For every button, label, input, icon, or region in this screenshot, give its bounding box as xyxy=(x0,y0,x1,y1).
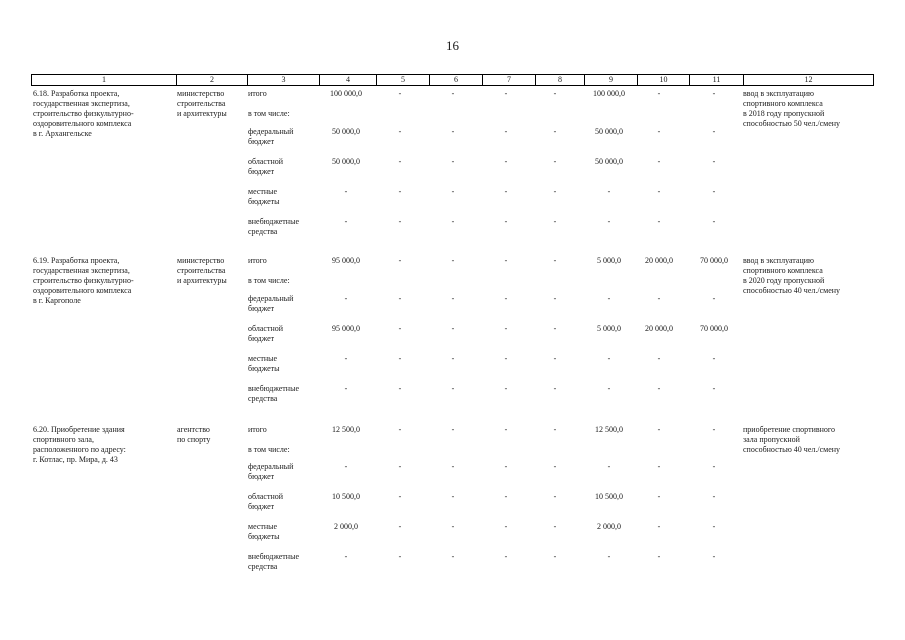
cell-col6: - xyxy=(451,384,455,393)
cell-col4: - xyxy=(344,354,348,363)
source-incl: в том числе: xyxy=(248,276,290,285)
cell-col10: 20 000,0 xyxy=(645,324,673,333)
cell-col8: - xyxy=(553,552,557,561)
source-local: местные бюджеты xyxy=(248,522,280,541)
cell-col4: - xyxy=(344,217,348,226)
cell-col8: - xyxy=(553,157,557,166)
cell-col9: - xyxy=(607,384,611,393)
cell-col4: 95 000,0 xyxy=(332,324,360,333)
cell-col6: - xyxy=(451,354,455,363)
cell-col4: 2 000,0 xyxy=(334,522,358,531)
cell-col5: - xyxy=(398,157,402,166)
cell-col7: - xyxy=(504,354,508,363)
header-cell: 8 xyxy=(535,75,584,85)
header-cell: 10 xyxy=(637,75,689,85)
header-cell: 2 xyxy=(176,75,247,85)
cell-col9: - xyxy=(607,217,611,226)
source-regional: областной бюджет xyxy=(248,157,284,176)
section-title: 6.20. Приобретение здания спортивного зала, расположенного по адресу: г. Котлас, пр. Мира, д. 43 xyxy=(33,425,126,464)
source-federal: федеральный бюджет xyxy=(248,294,294,313)
cell-col7: - xyxy=(504,217,508,226)
section-title: 6.18. Разработка проекта, государственная экспертиза, строительство физкультурно- оздоровительного комплекса в г. Архангельске xyxy=(33,89,134,138)
cell-col10: - xyxy=(657,157,661,166)
page-number: 16 xyxy=(446,38,459,53)
cell-col7: - xyxy=(504,384,508,393)
cell-col4: 100 000,0 xyxy=(330,89,362,98)
cell-col8: - xyxy=(553,294,557,303)
cell-col10: - xyxy=(657,425,661,434)
cell-col6: - xyxy=(451,127,455,136)
source-local: местные бюджеты xyxy=(248,187,280,206)
cell-col9: 5 000,0 xyxy=(597,324,621,333)
cell-col8: - xyxy=(553,522,557,531)
cell-col11: - xyxy=(712,294,716,303)
cell-col5: - xyxy=(398,127,402,136)
cell-col9: - xyxy=(607,294,611,303)
cell-col7: - xyxy=(504,256,508,265)
cell-col10: - xyxy=(657,552,661,561)
cell-col10: - xyxy=(657,492,661,501)
cell-col10: - xyxy=(657,462,661,471)
cell-col8: - xyxy=(553,89,557,98)
section-result: приобретение спортивного зала пропускной способностью 40 чел./смену xyxy=(743,425,841,454)
source-extra: внебюджетные средства xyxy=(248,217,299,236)
cell-col5: - xyxy=(398,89,402,98)
section-executor: агентство по спорту xyxy=(177,425,211,444)
cell-col6: - xyxy=(451,157,455,166)
cell-col7: - xyxy=(504,294,508,303)
cell-col10: - xyxy=(657,217,661,226)
cell-col5: - xyxy=(398,217,402,226)
cell-col5: - xyxy=(398,354,402,363)
cell-col4: - xyxy=(344,384,348,393)
cell-col10: - xyxy=(657,384,661,393)
cell-col6: - xyxy=(451,552,455,561)
cell-col6: - xyxy=(451,294,455,303)
cell-col5: - xyxy=(398,294,402,303)
cell-col5: - xyxy=(398,462,402,471)
cell-col8: - xyxy=(553,256,557,265)
cell-col7: - xyxy=(504,127,508,136)
header-cell: 9 xyxy=(584,75,637,85)
cell-col9: 50 000,0 xyxy=(595,157,623,166)
source-extra: внебюджетные средства xyxy=(248,552,299,571)
cell-col9: 10 500,0 xyxy=(595,492,623,501)
cell-col5: - xyxy=(398,522,402,531)
cell-col10: - xyxy=(657,127,661,136)
cell-col9: - xyxy=(607,462,611,471)
cell-col11: - xyxy=(712,127,716,136)
cell-col6: - xyxy=(451,256,455,265)
cell-col6: - xyxy=(451,462,455,471)
cell-col7: - xyxy=(504,157,508,166)
cell-col6: - xyxy=(451,324,455,333)
cell-col9: 100 000,0 xyxy=(593,89,625,98)
source-federal: федеральный бюджет xyxy=(248,127,294,146)
cell-col5: - xyxy=(398,425,402,434)
cell-col11: - xyxy=(712,354,716,363)
cell-col8: - xyxy=(553,324,557,333)
cell-col11: - xyxy=(712,89,716,98)
cell-col5: - xyxy=(398,187,402,196)
cell-col5: - xyxy=(398,324,402,333)
section-title: 6.19. Разработка проекта, государственная экспертиза, строительство физкультурно- оздоровительного комплекса в г. Каргополе xyxy=(33,256,134,305)
cell-col7: - xyxy=(504,522,508,531)
cell-col11: - xyxy=(712,384,716,393)
cell-col11: 70 000,0 xyxy=(700,256,728,265)
cell-col7: - xyxy=(504,492,508,501)
cell-col9: 2 000,0 xyxy=(597,522,621,531)
cell-col7: - xyxy=(504,462,508,471)
source-total: итого xyxy=(248,425,267,434)
cell-col8: - xyxy=(553,127,557,136)
cell-col7: - xyxy=(504,324,508,333)
cell-col11: - xyxy=(712,187,716,196)
cell-col11: - xyxy=(712,492,716,501)
cell-col8: - xyxy=(553,462,557,471)
cell-col9: - xyxy=(607,187,611,196)
cell-col9: 5 000,0 xyxy=(597,256,621,265)
cell-col10: - xyxy=(657,294,661,303)
section-executor: министерство строительства и архитектуры xyxy=(177,89,227,118)
source-incl: в том числе: xyxy=(248,109,290,118)
cell-col11: - xyxy=(712,462,716,471)
cell-col4: - xyxy=(344,552,348,561)
cell-col9: - xyxy=(607,354,611,363)
cell-col9: 12 500,0 xyxy=(595,425,623,434)
cell-col4: 50 000,0 xyxy=(332,127,360,136)
cell-col10: - xyxy=(657,354,661,363)
header-cell: 4 xyxy=(319,75,376,85)
source-total: итого xyxy=(248,256,267,265)
cell-col8: - xyxy=(553,492,557,501)
cell-col9: - xyxy=(607,552,611,561)
cell-col7: - xyxy=(504,552,508,561)
cell-col8: - xyxy=(553,354,557,363)
cell-col11: - xyxy=(712,217,716,226)
cell-col4: 12 500,0 xyxy=(332,425,360,434)
table-header-row xyxy=(31,74,874,86)
section-result: ввод в эксплуатацию спортивного комплекса в 2018 году пропускной способностью 50 чел./смену xyxy=(743,89,841,128)
cell-col5: - xyxy=(398,384,402,393)
cell-col8: - xyxy=(553,384,557,393)
cell-col6: - xyxy=(451,217,455,226)
cell-col5: - xyxy=(398,552,402,561)
cell-col6: - xyxy=(451,522,455,531)
source-local: местные бюджеты xyxy=(248,354,280,373)
cell-col11: - xyxy=(712,522,716,531)
section-result: ввод в эксплуатацию спортивного комплекса в 2020 году пропускной способностью 40 чел./смену xyxy=(743,256,841,295)
source-regional: областной бюджет xyxy=(248,492,284,511)
cell-col10: 20 000,0 xyxy=(645,256,673,265)
cell-col4: - xyxy=(344,462,348,471)
cell-col10: - xyxy=(657,522,661,531)
cell-col6: - xyxy=(451,89,455,98)
cell-col5: - xyxy=(398,492,402,501)
cell-col5: - xyxy=(398,256,402,265)
cell-col6: - xyxy=(451,425,455,434)
cell-col4: 95 000,0 xyxy=(332,256,360,265)
cell-col11: 70 000,0 xyxy=(700,324,728,333)
cell-col10: - xyxy=(657,187,661,196)
cell-col8: - xyxy=(553,425,557,434)
header-cell: 1 xyxy=(102,75,106,84)
cell-col7: - xyxy=(504,187,508,196)
cell-col6: - xyxy=(451,187,455,196)
cell-col4: 50 000,0 xyxy=(332,157,360,166)
source-total: итого xyxy=(248,89,267,98)
source-extra: внебюджетные средства xyxy=(248,384,299,403)
source-incl: в том числе: xyxy=(248,445,290,454)
header-cell: 7 xyxy=(482,75,535,85)
header-cell: 3 xyxy=(247,75,319,85)
cell-col10: - xyxy=(657,89,661,98)
cell-col6: - xyxy=(451,492,455,501)
cell-col11: - xyxy=(712,425,716,434)
cell-col4: 10 500,0 xyxy=(332,492,360,501)
cell-col11: - xyxy=(712,157,716,166)
cell-col8: - xyxy=(553,217,557,226)
cell-col8: - xyxy=(553,187,557,196)
cell-col4: - xyxy=(344,294,348,303)
header-cell: 5 xyxy=(376,75,429,85)
cell-col7: - xyxy=(504,425,508,434)
source-federal: федеральный бюджет xyxy=(248,462,294,481)
cell-col7: - xyxy=(504,89,508,98)
section-executor: министерство строительства и архитектуры xyxy=(177,256,227,285)
cell-col9: 50 000,0 xyxy=(595,127,623,136)
header-cell: 6 xyxy=(429,75,482,85)
header-cell: 11 xyxy=(689,75,743,85)
header-cell: 12 xyxy=(743,75,873,85)
source-regional: областной бюджет xyxy=(248,324,284,343)
cell-col11: - xyxy=(712,552,716,561)
cell-col4: - xyxy=(344,187,348,196)
